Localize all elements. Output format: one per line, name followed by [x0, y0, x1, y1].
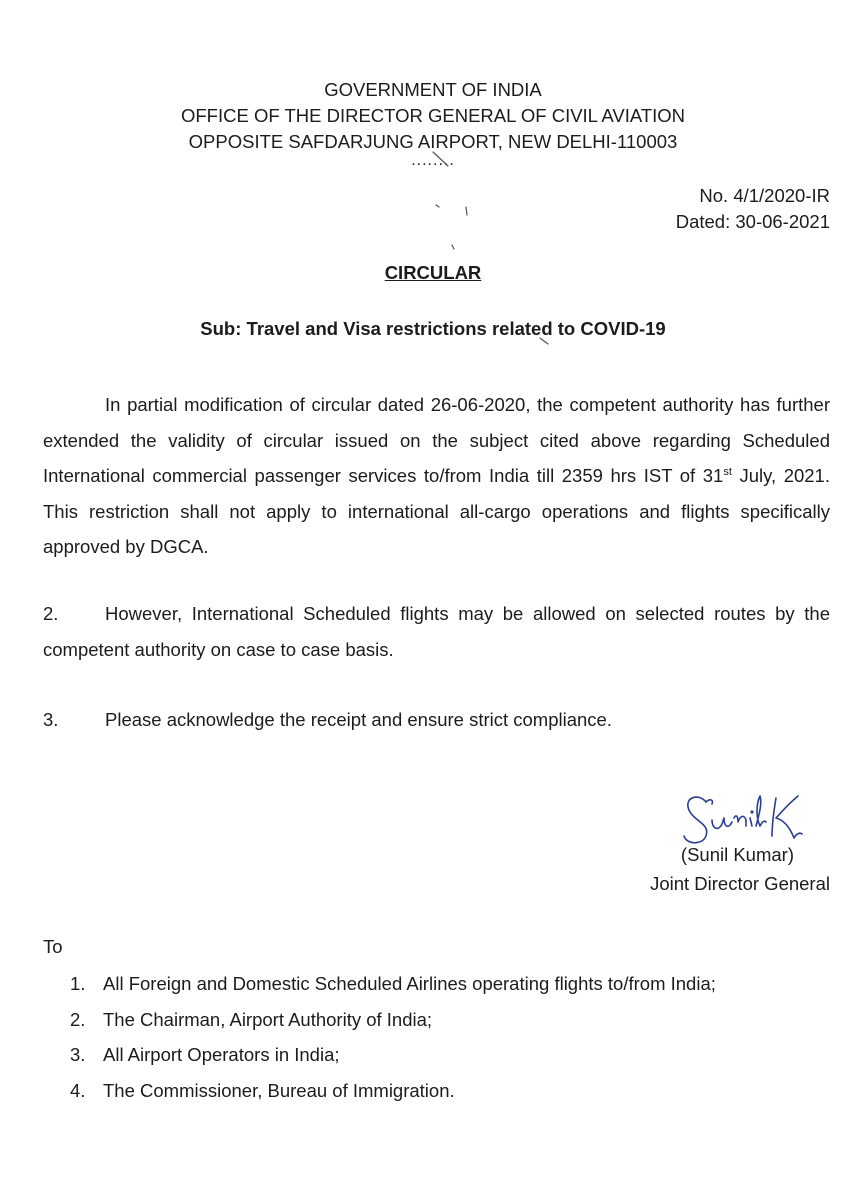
signatory-name: (Sunil Kumar): [680, 844, 794, 865]
paragraph-1: [43, 387, 830, 565]
reference-date: Dated: 30-06-2021: [675, 211, 830, 232]
header-separator: ........: [411, 152, 455, 169]
list-item-text: The Commissioner, Bureau of Immigration.: [103, 1079, 455, 1101]
list-item-number: 1.: [70, 973, 86, 994]
list-item: [70, 1073, 716, 1109]
list-item-number: 3.: [70, 1044, 86, 1065]
list-item: [70, 1002, 716, 1038]
paragraph-3-number: 3.: [43, 709, 59, 730]
list-item-number: 2.: [70, 1008, 86, 1030]
list-item-number: 4.: [70, 1079, 86, 1101]
header-address: OPPOSITE SAFDARJUNG AIRPORT, NEW DELHI-110003: [188, 131, 678, 152]
paragraph-2: [43, 596, 830, 667]
subject-line: Sub: Travel and Visa restrictions related to COVID-19: [200, 318, 666, 339]
paragraph-1-text-continued: July, 2021. This restriction shall not apply to international all-cargo operations and flights specifically approved by DGCA.: [43, 465, 830, 557]
signatory-designation: Joint Director General: [650, 873, 830, 894]
distribution-list: [70, 966, 716, 1108]
list-item-text: All Foreign and Domestic Scheduled Airlines operating flights to/from India;: [103, 973, 716, 994]
ordinal-suffix: st: [723, 465, 732, 478]
list-item: [70, 1037, 716, 1073]
reference-number: No. 4/1/2020-IR: [699, 185, 830, 206]
list-item: [70, 966, 716, 1002]
header-government: GOVERNMENT OF INDIA: [324, 79, 542, 100]
paragraph-3-text: Please acknowledge the receipt and ensure strict compliance.: [105, 709, 612, 730]
paragraph-1-text: In partial modification of circular dated 26-06-2020, the competent authority has further extended the validity of circular issued on the subject cited above regarding Scheduled International commercial passenger services to/from India till 2359 hrs IST of 31: [43, 394, 830, 486]
list-item-text: All Airport Operators in India;: [103, 1044, 340, 1065]
paragraph-2-text: However, International Scheduled flights may be allowed on selected routes by the competent authority on case to case basis.: [43, 603, 830, 660]
circular-title: CIRCULAR: [384, 262, 482, 283]
paragraph-3: [43, 702, 830, 738]
list-item-text: The Chairman, Airport Authority of India;: [103, 1008, 433, 1030]
paragraph-2-number: 2.: [43, 603, 59, 624]
distribution-label: To: [43, 936, 63, 957]
header-office: OFFICE OF THE DIRECTOR GENERAL OF CIVIL AVIATION: [180, 105, 686, 126]
